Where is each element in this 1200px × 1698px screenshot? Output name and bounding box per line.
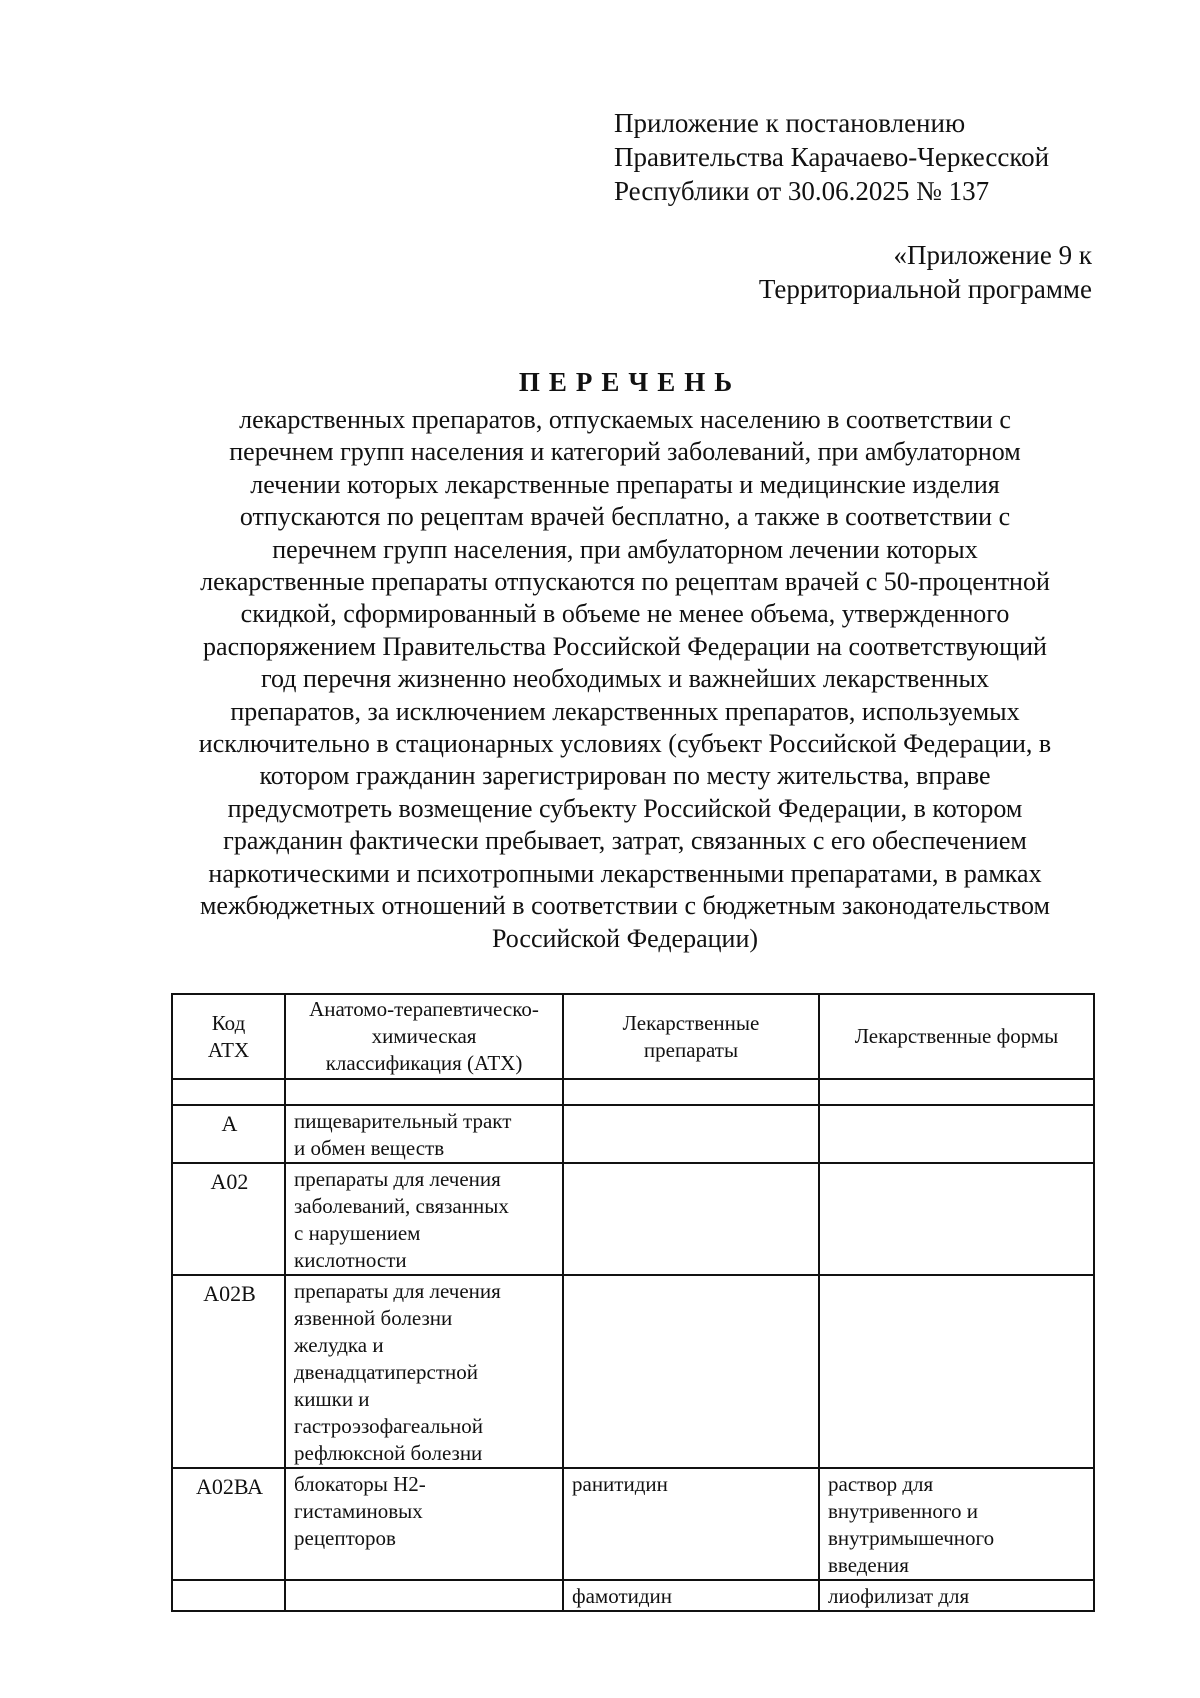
table-row <box>172 1105 1094 1163</box>
subtitle-line: Российской Федерации) <box>491 923 759 953</box>
cell-atc-code <box>172 1079 285 1105</box>
subtitle-line: гражданин фактически пребывает, затрат, связанных с его обеспечением <box>223 826 1027 856</box>
appendix-note <box>759 238 1092 306</box>
subtitle-line: препаратов, за исключением лекарственных препаратов, используемых <box>230 696 1020 726</box>
cell-line: рефлюксной болезни <box>294 1441 483 1465</box>
cell-line: ранитидин <box>572 1472 668 1496</box>
subtitle-line: предусмотреть возмещение субъекту Российской Федерации, в котором <box>227 793 1023 823</box>
cell-line: двенадцатиперстной <box>294 1360 479 1384</box>
drug-table-wrapper <box>171 993 1095 1612</box>
subtitle-line: год перечня жизненно необходимых и важнейших лекарственных <box>260 664 990 694</box>
cell-atc-classification <box>285 1079 563 1105</box>
table-row <box>172 1275 1094 1468</box>
cell-atc-classification <box>285 1275 563 1468</box>
cell-line: желудка и <box>294 1333 384 1357</box>
document-title: ПЕРЕЧЕНЬ <box>518 367 742 397</box>
approval-note <box>614 106 1049 208</box>
subtitle-line: межбюджетных отношений в соответствии с бюджетным законодательством <box>199 891 1051 921</box>
table-body <box>172 1079 1094 1611</box>
cell-line: препараты для лечения <box>294 1279 501 1303</box>
table-row <box>172 1468 1094 1580</box>
cell-line: фамотидин <box>572 1584 673 1608</box>
cell-line: и обмен веществ <box>294 1136 445 1160</box>
cell-atc-code: А02 <box>172 1163 285 1275</box>
table-row <box>172 1079 1094 1105</box>
cell-line: гистаминовых <box>294 1499 423 1523</box>
cell-line: заболеваний, связанных <box>294 1194 509 1218</box>
subtitle-line: распоряжением Правительства Российской Федерации на соответствующий <box>203 631 1047 661</box>
cell-dosage-form <box>819 1468 1094 1580</box>
cell-line: введения <box>828 1553 909 1577</box>
approval-line: Приложение к постановлению <box>614 108 966 138</box>
header-atc-classification: Анатомо-терапевтическо- химическая классификация (АТХ) <box>285 994 563 1079</box>
table-header-row <box>172 994 1094 1079</box>
subtitle-line: перечнем групп населения, при амбулаторном лечении которых <box>272 534 978 564</box>
document-subtitle <box>150 404 1100 955</box>
subtitle-line: отпускаются по рецептам врачей бесплатно, а также в соответствии с <box>239 502 1011 532</box>
table-row <box>172 1163 1094 1275</box>
cell-line: рецепторов <box>294 1526 396 1550</box>
cell-line: язвенной болезни <box>294 1306 453 1330</box>
cell-drug <box>563 1163 819 1275</box>
cell-drug <box>563 1079 819 1105</box>
cell-line: блокаторы Н2- <box>294 1472 426 1496</box>
table-row <box>172 1580 1094 1611</box>
header-atc-code: Код АТХ <box>172 994 285 1079</box>
cell-line: внутривенного и <box>828 1499 978 1523</box>
header-dosage-forms: Лекарственные формы <box>819 994 1094 1079</box>
cell-drug <box>563 1468 819 1580</box>
cell-atc-code <box>172 1580 285 1611</box>
cell-line: лиофилизат для <box>828 1584 970 1608</box>
cell-atc-code: А02В <box>172 1275 285 1468</box>
subtitle-line: лекарственные препараты отпускаются по рецептам врачей с 50-процентной <box>200 567 1050 597</box>
subtitle-line: исключительно в стационарных условиях (субъект Российской Федерации, в <box>198 729 1052 759</box>
cell-line: кишки и <box>294 1387 370 1411</box>
subtitle-line: наркотическими и психотропными лекарственными препаратами, в рамках <box>208 858 1042 888</box>
appendix-line: Территориальной программе <box>758 274 1092 304</box>
drug-table <box>171 993 1095 1612</box>
subtitle-line: перечнем групп населения и категорий заболеваний, при амбулаторном <box>229 437 1021 467</box>
approval-line: Правительства Карачаево-Черкесской <box>614 142 1050 172</box>
cell-atc-classification <box>285 1163 563 1275</box>
cell-line: с нарушением <box>294 1221 421 1245</box>
cell-dosage-form <box>819 1163 1094 1275</box>
subtitle-line: лекарственных препаратов, отпускаемых населению в соответствии с <box>239 405 1011 434</box>
cell-line: кислотности <box>294 1248 407 1272</box>
subtitle-line: лечении которых лекарственные препараты и медицинские изделия <box>250 469 1000 499</box>
cell-atc-classification <box>285 1468 563 1580</box>
cell-line: внутримышечного <box>828 1526 995 1550</box>
cell-dosage-form <box>819 1580 1094 1611</box>
cell-atc-code: А <box>172 1105 285 1163</box>
cell-dosage-form <box>819 1079 1094 1105</box>
cell-line: гастроэзофагеальной <box>294 1414 484 1438</box>
subtitle-line: скидкой, сформированный в объеме не менее объема, утвержденного <box>240 599 1010 629</box>
subtitle-line: котором гражданин зарегистрирован по месту жительства, вправе <box>259 761 991 791</box>
cell-atc-classification <box>285 1105 563 1163</box>
cell-dosage-form <box>819 1275 1094 1468</box>
cell-drug <box>563 1580 819 1611</box>
header-drugs: Лекарственные препараты <box>563 994 819 1079</box>
appendix-line: «Приложение 9 к <box>893 240 1092 270</box>
cell-atc-code: А02ВА <box>172 1468 285 1580</box>
approval-line: Республики от 30.06.2025 № 137 <box>614 176 990 206</box>
cell-line: пищеварительный тракт <box>294 1109 512 1133</box>
cell-atc-classification <box>285 1580 563 1611</box>
cell-line: препараты для лечения <box>294 1167 501 1191</box>
cell-line: раствор для <box>828 1472 934 1496</box>
cell-drug <box>563 1105 819 1163</box>
cell-dosage-form <box>819 1105 1094 1163</box>
cell-drug <box>563 1275 819 1468</box>
